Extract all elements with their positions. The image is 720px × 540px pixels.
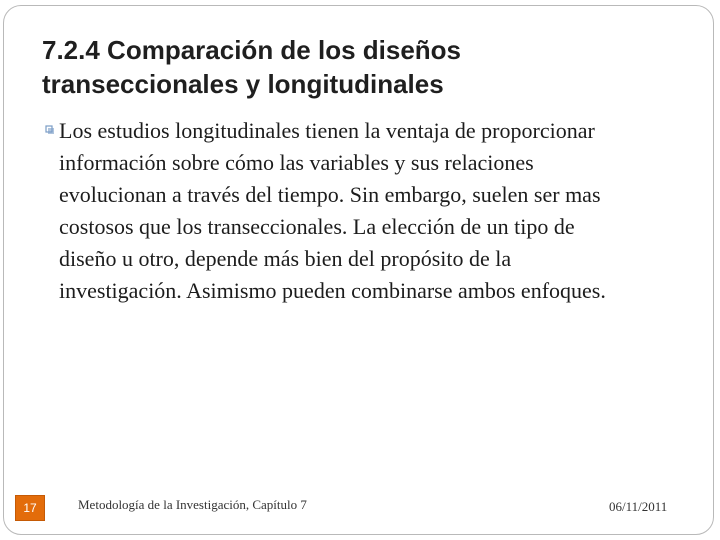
body-line: información sobre cómo las variables y sus relaciones	[59, 150, 534, 175]
slide-title	[42, 33, 682, 101]
body-line: costosos que los transeccionales. La elección de un tipo de	[59, 214, 575, 239]
body-line: diseño u otro, depende más bien del propósito de la	[59, 246, 512, 271]
bullet-item	[44, 115, 710, 307]
body-line: Los estudios longitudinales tienen la ventaja de proporcionar	[59, 118, 595, 143]
title-line: 7.2.4 Comparación de los diseños	[42, 35, 462, 65]
footer-caption: Metodología de la Investigación, Capítulo 7	[78, 497, 307, 512]
body-line: evolucionan a través del tiempo. Sin embargo, suelen ser mas	[59, 182, 601, 207]
body-line: investigación. Asimismo pueden combinarse ambos enfoques.	[59, 278, 606, 303]
page-number-badge: 17	[15, 495, 45, 521]
square-bullet-icon	[44, 124, 56, 136]
title-line: transeccionales y longitudinales	[42, 69, 444, 99]
bullet-icon	[44, 124, 58, 137]
bullet-text	[44, 115, 710, 307]
footer-date: 06/11/2011	[609, 499, 668, 514]
